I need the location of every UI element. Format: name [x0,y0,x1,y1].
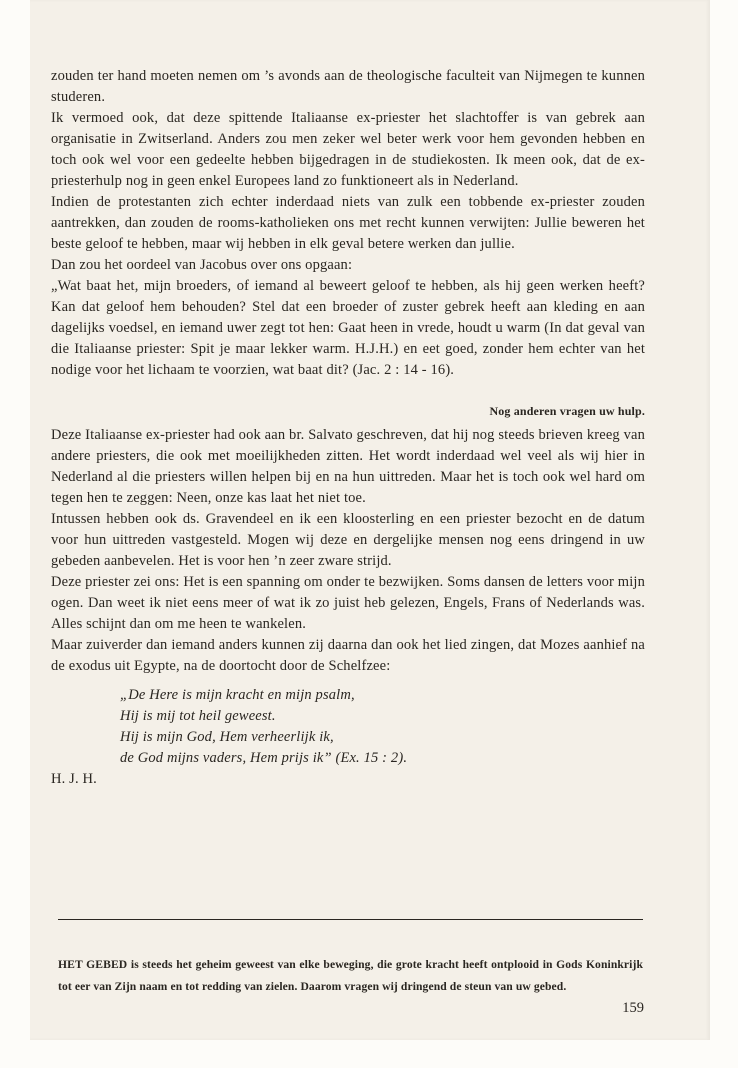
poem-line: de God mijns vaders, Hem prijs ik” (Ex. 15 : 2). [120,750,408,766]
poem-line: „De Here is mijn kracht en mijn psalm, [120,687,355,703]
paragraph: Dan zou het oordeel van Jacobus over ons opgaan: [51,257,353,273]
paragraph: Maar zuiverder dan iemand anders kunnen zij daarna dan ook het lied zingen, dat Mozes aanhief na de exodus uit Egypte, na de doortocht door de Schelfzee: [51,637,645,674]
poem-quote [120,685,645,769]
paragraph: Ik vermoed ook, dat deze spittende Italiaanse ex-priester het slachtoffer is van gebrek aan organisatie in Zwitserland. Anders zou men zeker wel beter werk voor hem gevonden hebben en toch ook wel voor een gedeelte hebben bijgedragen in de studiekosten. Ik meen ook, dat de ex-priesterhulp nog in geen enkel Europees land zo funktioneert als in Nederland. [51,110,645,189]
paragraph: Intussen hebben ook ds. Gravendeel en ik een kloosterling en een priester bezocht en de datum voor hun uittreden vastgesteld. Mogen wij deze en dergelijke mensen nog eens dringend in uw gebeden aanbevelen. Het is voor hen ’n zeer zware strijd. [51,511,645,569]
paragraph: Deze Italiaanse ex-priester had ook aan br. Salvato geschreven, dat hij nog steeds brieven kreeg van andere priesters, die ook met moeilijkheden zitten. Het wordt inderdaad wel veel als wij hier in Nederland al die priesters willen helpen bij en na hun uittreden. Maar het is toch ook wel hard om tegen hen te zeggen: Neen, onze kas laat het niet toe. [51,427,645,506]
prayer-notice: HET GEBED is steeds het geheim geweest van elke beweging, die grote kracht heeft ontplooid in Gods Koninkrijk tot eer van Zijn naam en tot redding van zielen. Daarom vragen wij dringend de steun van uw gebed. [58,957,643,993]
paragraph: Deze priester zei ons: Het is een spanning om onder te bezwijken. Soms dansen de letters voor mijn ogen. Dan weet ik niet eens meer of wat ik zo juist heb gelezen, Engels, Frans of Nederlands was. Alles schijnt dan om me heen te wankelen. [51,574,645,632]
paragraph: Indien de protestanten zich echter inderdaad niets van zulk een tobbende ex-priester zouden aantrekken, dan zouden de rooms-katholieken ons met recht kunnen verwijten: Jullie beweren het beste geloof te hebben, maar wij hebben in elk geval betere werken dan jullie. [51,194,645,252]
paragraph: zouden ter hand moeten nemen om ’s avonds aan de theologische faculteit van Nijmegen te kunnen studeren. [51,68,645,105]
bible-quote-paragraph: „Wat baat het, mijn broeders, of iemand al beweert geloof te hebben, als hij geen werken heeft? Kan dat geloof hem behouden? Stel dat een broeder of zuster gebrek heeft aan kleding en aan dagelijks voedsel, en iemand uwer zegt tot hen: Gaat heen in vrede, houdt u warm (In dat geval van die Italiaanse priester: Spit je maar lekker warm. H.J.H.) en eet goed, zonder hem echter van het nodige voor het lichaam te voorzien, wat baat dit? (Jac. 2 : 14 - 16). [51,278,645,378]
poem-line: Hij is mijn God, Hem verheerlijk ik, [120,729,334,745]
section-heading: Nog anderen vragen uw hulp. [489,404,645,418]
poem-line: Hij is mij tot heil geweest. [120,708,276,724]
divider-rule [58,919,643,920]
page-number: 159 [622,1000,644,1016]
main-text [51,66,645,790]
author-signature: H. J. H. [51,771,97,787]
